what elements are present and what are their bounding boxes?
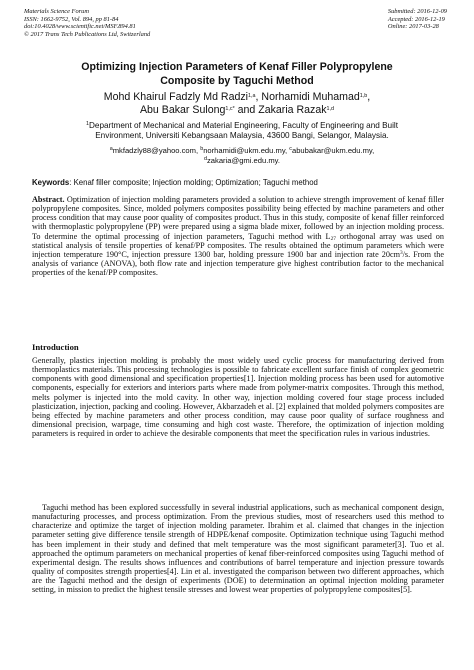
email-address: norhamidi@ukm.edu.my,	[203, 146, 290, 155]
author-name: Mohd Khairul Fadzly Md Radzi	[103, 91, 249, 103]
author-separator: and	[234, 104, 259, 116]
issn-line: ISSN: 1662-9752, Vol. 894, pp 81-84	[24, 15, 119, 23]
doi-line: doi:10.4028/www.scientific.net/MSF.894.81	[24, 23, 136, 31]
paper-title	[30, 60, 444, 88]
keywords-label: Keywords	[32, 178, 70, 187]
affiliation-line-2: Environment, Universiti Kebangsaan Malaysia, 43600 Bangi, Selangor, Malaysia.	[95, 131, 389, 141]
authors-line-1	[30, 91, 444, 104]
author-affiliation-mark: 1,a	[248, 93, 256, 99]
author-list	[30, 91, 444, 117]
author-name: Norhamidi Muhamad	[261, 91, 360, 103]
abstract	[32, 195, 444, 277]
introduction-paragraph-2: Taguchi method has been explored successfully in several industrial applications, such as mechanical component design, manufacturing processes, and process optimization. From the previous studies, most of researchers used this method to characterize and optimize the target of injection molding parameter. Ibrahim et al. claimed that changes in the injection parameter setting give difference tensile strength of HDPE/kenaf composite. Optimization technique using Taguchi method has been implement in their study and defined that melt temperature was the most significant parameter[3]. Tuo et al. approached the optimum parameters on mechanical properties of kenaf fiber-reinforced composites using Taguchi method of experimental design. The results shows influences and contributions of barrel temperature and injection pressure towards quality of composites strength properties[4]. Lin et al. investigated the comparison between two different approaches, which are the Taguchi method and the design of experiments (DOE) to determination an optimal injection molding parameter setting, in mission to predict the highest tensile stresses and lowest wear properties of polypropylene composites[5].	[32, 503, 444, 595]
abstract-label: Abstract.	[32, 195, 65, 204]
email-address: zakaria@gmi.edu.my.	[207, 155, 280, 165]
email-address: abubakar@ukm.edu.my,	[291, 146, 375, 155]
email-address: mkfadzly88@yahoo.com,	[112, 146, 201, 155]
accepted-date: Accepted: 2016-12-19	[387, 15, 445, 23]
introduction-heading: Introduction	[32, 342, 79, 352]
abstract-paragraph: Abstract. Optimization of injection molding parameters provided a solution to achieve strength improvement of kenaf filler polypropylene composites. Since, molded polymers composites possibility being effected by machine parameters and other process condition that may cause poor quality of composites product. Thus in this study, composite of kenaf filler reinforced with thermoplastic polypropylene (PP) were prepared using a sigma blade mixer, followed by an injection molding process. To determine the optimal processing of injection parameters, Taguchi method with $L_{27}$ orthogonal array was used on statistical analysis of tensile properties of kenaf/PP composites. The results obtained the optimum parameters which were injection temperature 190°C, injection pressure 1300 bar, holding pressure 1900 bar and injection rate $20cm^3/s$. From the analysis of variance (ANOVA), both flow rate and injection temperature give highest contribution factor to the mechanical properties of the kenaf/PP composites.	[32, 195, 444, 278]
affiliation-line-1: $^1$Department of Mechanical and Material Engineering, Faculty of Engineering and Built	[85, 121, 399, 130]
author-affiliation-mark: 1,b	[359, 93, 368, 99]
journal-header-right	[388, 8, 447, 31]
submitted-date: Submitted: 2016-12-09	[387, 8, 447, 15]
affiliation	[40, 121, 444, 142]
keywords-text: : Kenaf filler composite; Injection molding; Optimization; Taguchi method	[69, 178, 318, 187]
online-date: Online: 2017-03-28	[387, 23, 439, 31]
author-affiliation-mark: 1,c*	[225, 106, 235, 112]
author-name: Zakaria Razak	[258, 104, 327, 116]
affiliation-mark: 1	[85, 121, 89, 127]
title-line-1: Optimizing Injection Parameters of Kenaf Filler Polypropylene	[81, 61, 393, 73]
author-emails	[40, 146, 444, 165]
keywords	[32, 178, 444, 188]
introduction-paragraph-1: Generally, plastics injection molding is probably the most widely used cyclic process for manufacturing derived from thermoplastics materials. This processing technologies is possible to fabricate excellent surface finish of complex geometric components with good dimensional and specification properties[1]. Injection molding process has been used for automotive components, especially for exteriors and interiors parts where made from polymer-matrix composites. Through this method, melts polymer is injected into the mold cavity. In other way, injection molding covered four stage process included plasticization, injection, packing and cooling. However, Akbarzadeh et al. [2] explained that molded polymers composites are being effected by machine parameters and other process condition, may cause poor quality of surface roughness and dimensional precision, warpage, time consuming and high cost waste. Therefore, the optimization of injection molding parameters is required in order to achieve the desirable components that meet the specification rules in various industries.	[32, 356, 444, 439]
author-separator: ,	[255, 91, 262, 103]
emails-line-2: $^d$zakaria@gmi.edu.my.	[204, 155, 280, 165]
title-line-2: Composite by Taguchi Method	[160, 75, 314, 87]
author-separator: ,	[367, 91, 371, 103]
journal-name: Materials Science Forum	[24, 8, 89, 15]
journal-header-left	[24, 8, 150, 38]
author-name: Abu Bakar Sulong	[139, 104, 226, 116]
authors-line-2	[30, 104, 444, 117]
author-affiliation-mark: 1,d	[326, 106, 335, 112]
copyright-line: © 2017 Trans Tech Publications Ltd, Switzerland	[24, 30, 151, 38]
emails-line-1: $^a$mkfadzly88@yahoo.com, $^b$norhamidi@ukm.edu.my, $^c$abubakar@ukm.edu.my,	[109, 146, 375, 155]
